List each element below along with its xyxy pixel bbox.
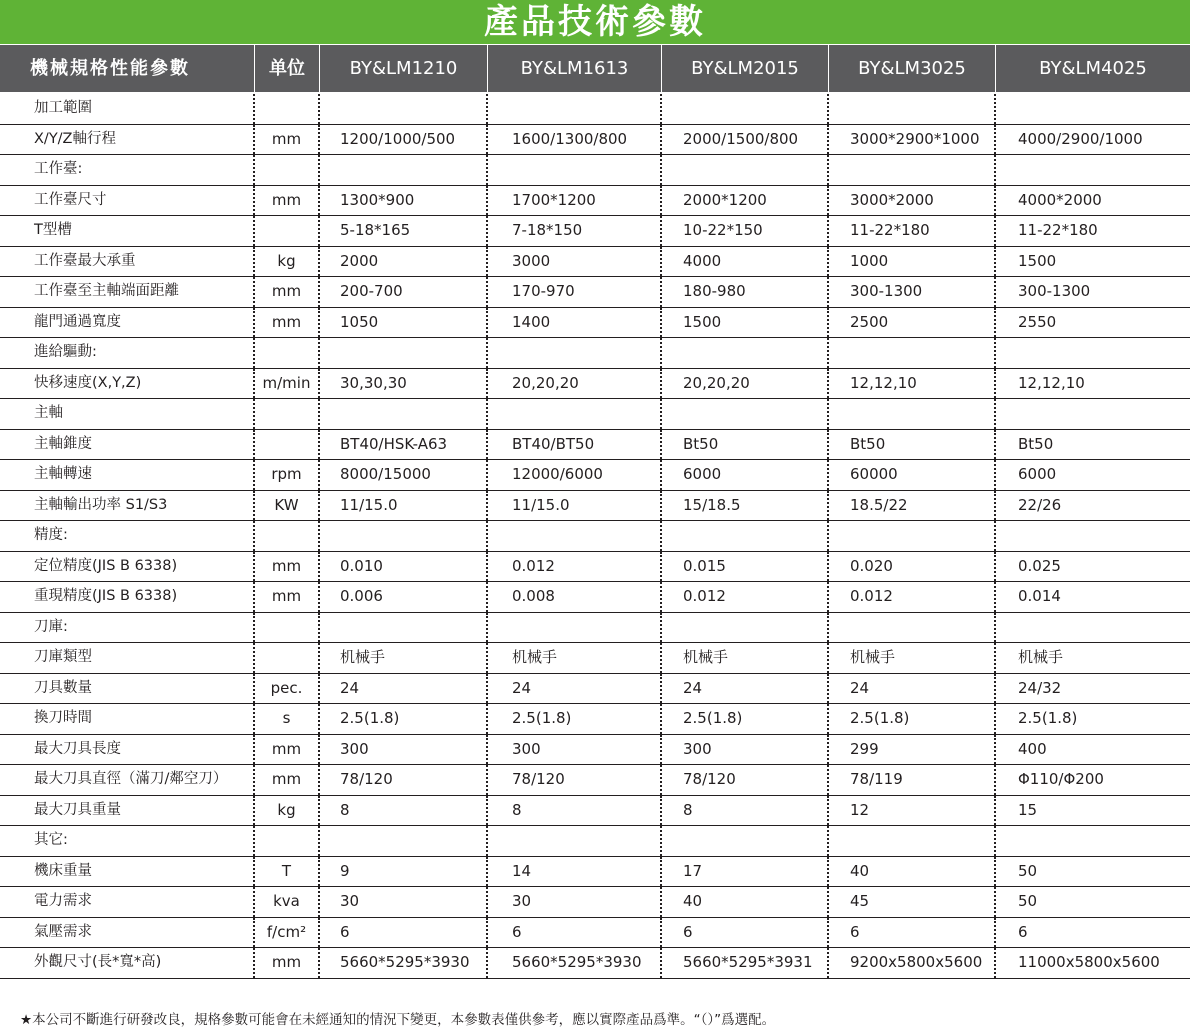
- spec-value: 2.5(1.8): [662, 704, 829, 734]
- spec-label: 工作臺:: [0, 155, 255, 185]
- spec-label: 氣壓需求: [0, 918, 255, 948]
- spec-label: 刀庫:: [0, 613, 255, 643]
- spec-value: 1400: [488, 308, 662, 338]
- spec-value: 4000/2900/1000: [1018, 129, 1143, 148]
- spec-value: 30: [320, 887, 488, 917]
- spec-unit: [255, 94, 320, 124]
- spec-unit: [255, 643, 320, 673]
- spec-value: [829, 399, 996, 429]
- spec-unit: [255, 826, 320, 856]
- spec-unit: kg: [255, 247, 320, 277]
- header-model: BY&LM4025: [1039, 58, 1147, 79]
- footnote: ★本公司不斷進行研發改良，規格參數可能會在未經通知的情況下變更，本參數表僅供參考，應以實際產品爲準。“（）”爲選配。: [20, 1012, 776, 1028]
- spec-label: 刀庫類型: [0, 643, 255, 673]
- spec-value: [320, 521, 488, 551]
- table-row: [0, 247, 1190, 278]
- spec-value: 40: [662, 887, 829, 917]
- spec-value: 12,12,10: [1018, 373, 1085, 392]
- table-row: [0, 826, 1190, 857]
- spec-value: [320, 155, 488, 185]
- spec-value: 300: [662, 735, 829, 765]
- spec-value: 1300*900: [320, 186, 488, 216]
- spec-unit: T: [255, 857, 320, 887]
- spec-value: 12000/6000: [488, 460, 662, 490]
- table-row: [0, 796, 1190, 827]
- spec-label: 主軸: [0, 399, 255, 429]
- spec-value: 11/15.0: [488, 491, 662, 521]
- spec-label: 外觀尺寸(長*寬*高): [0, 948, 255, 978]
- spec-value: 50: [1018, 892, 1038, 910]
- spec-value: 9: [320, 857, 488, 887]
- spec-unit: m/min: [255, 369, 320, 399]
- spec-unit: mm: [255, 277, 320, 307]
- spec-value: [662, 613, 829, 643]
- spec-value: BT40/HSK-A63: [320, 430, 488, 460]
- spec-label: X/Y/Z軸行程: [0, 125, 255, 155]
- spec-value: 机械手: [488, 643, 662, 673]
- spec-unit: rpm: [255, 460, 320, 490]
- spec-value: [320, 826, 488, 856]
- spec-value: 45: [829, 887, 996, 917]
- spec-value: 8: [320, 796, 488, 826]
- table-row: [0, 887, 1190, 918]
- spec-label: 加工範圍: [0, 94, 255, 124]
- table-row: [0, 491, 1190, 522]
- spec-value: 12,12,10: [829, 369, 996, 399]
- spec-value: [320, 613, 488, 643]
- spec-value: 1000: [829, 247, 996, 277]
- table-row: [0, 399, 1190, 430]
- table-row: [0, 125, 1190, 156]
- spec-value: 3000: [488, 247, 662, 277]
- spec-value: 6: [1018, 922, 1028, 941]
- spec-value: 200-700: [320, 277, 488, 307]
- spec-value: [662, 826, 829, 856]
- table-row: [0, 918, 1190, 949]
- spec-value: 0.020: [829, 552, 996, 582]
- spec-value: [829, 613, 996, 643]
- spec-value: 300: [488, 735, 662, 765]
- spec-value: 78/120: [662, 765, 829, 795]
- spec-unit: [255, 338, 320, 368]
- spec-value: 24: [662, 674, 829, 704]
- table-row: [0, 552, 1190, 583]
- spec-unit: mm: [255, 552, 320, 582]
- spec-value: 0.012: [662, 582, 829, 612]
- spec-value: 15: [1018, 800, 1038, 819]
- spec-unit: mm: [255, 308, 320, 338]
- spec-label: 換刀時間: [0, 704, 255, 734]
- spec-label: 其它:: [0, 826, 255, 856]
- spec-value: 4000*2000: [1018, 190, 1102, 209]
- spec-value: [996, 155, 1190, 185]
- spec-label: 工作臺尺寸: [0, 186, 255, 216]
- page-title: 產品技術參數: [0, 0, 1190, 44]
- spec-value: 机械手: [1018, 648, 1064, 666]
- spec-value: 7-18*150: [488, 216, 662, 246]
- spec-value: 0.014: [1018, 587, 1061, 605]
- spec-value: 0.008: [488, 582, 662, 612]
- spec-value: 8000/15000: [320, 460, 488, 490]
- spec-value: [488, 399, 662, 429]
- spec-value: [488, 155, 662, 185]
- spec-value: 30,30,30: [320, 369, 488, 399]
- spec-unit: kva: [255, 887, 320, 917]
- spec-label: 工作臺至主軸端面距離: [0, 277, 255, 307]
- spec-value: 60000: [829, 460, 996, 490]
- table-row: [0, 735, 1190, 766]
- header-spec-label: 機械規格性能參數: [0, 45, 255, 92]
- table-row: [0, 186, 1190, 217]
- spec-label: 精度:: [0, 521, 255, 551]
- spec-value: 17: [662, 857, 829, 887]
- table-row: [0, 674, 1190, 705]
- table-row: [0, 94, 1190, 125]
- spec-value: [996, 94, 1190, 124]
- spec-value: 11/15.0: [320, 491, 488, 521]
- spec-value: 10-22*150: [662, 216, 829, 246]
- spec-value: [996, 399, 1190, 429]
- spec-label: 主軸錐度: [0, 430, 255, 460]
- spec-unit: mm: [255, 582, 320, 612]
- spec-value: 18.5/22: [829, 491, 996, 521]
- header-model: BY&LM1613: [488, 45, 662, 92]
- spec-value: [320, 338, 488, 368]
- spec-value: 78/119: [829, 765, 996, 795]
- spec-value: 1700*1200: [488, 186, 662, 216]
- spec-value: 5660*5295*3931: [662, 948, 829, 978]
- table-row: [0, 155, 1190, 186]
- spec-value: 24: [320, 674, 488, 704]
- spec-value: 14: [488, 857, 662, 887]
- spec-value: [662, 338, 829, 368]
- spec-value: 170-970: [488, 277, 662, 307]
- spec-value: 0.006: [320, 582, 488, 612]
- spec-value: 0.015: [662, 552, 829, 582]
- spec-value: [829, 826, 996, 856]
- spec-value: 15/18.5: [662, 491, 829, 521]
- spec-value: 11000x5800x5600: [1018, 953, 1160, 971]
- spec-value: 11-22*180: [829, 216, 996, 246]
- spec-value: [488, 826, 662, 856]
- spec-value: [320, 94, 488, 124]
- spec-label: 主軸輸出功率 S1/S3: [0, 491, 255, 521]
- spec-value: 6000: [1018, 465, 1057, 483]
- spec-value: 20,20,20: [488, 369, 662, 399]
- spec-label: 刀具數量: [0, 674, 255, 704]
- spec-value: [829, 94, 996, 124]
- table-row: [0, 613, 1190, 644]
- spec-unit: mm: [255, 125, 320, 155]
- spec-value: 0.012: [488, 552, 662, 582]
- spec-unit: kg: [255, 796, 320, 826]
- table-row: [0, 704, 1190, 735]
- spec-value: [662, 155, 829, 185]
- table-row: [0, 369, 1190, 400]
- spec-label: 進給驅動:: [0, 338, 255, 368]
- spec-value: 1500: [662, 308, 829, 338]
- spec-value: 1050: [320, 308, 488, 338]
- spec-value: 22/26: [1018, 495, 1062, 514]
- spec-value: Bt50: [662, 430, 829, 460]
- spec-label: T型槽: [0, 216, 255, 246]
- spec-unit: mm: [255, 735, 320, 765]
- spec-value: 400: [1018, 739, 1047, 758]
- spec-value: [662, 399, 829, 429]
- spec-value: 2000: [320, 247, 488, 277]
- spec-label: 最大刀具重量: [0, 796, 255, 826]
- spec-unit: [255, 155, 320, 185]
- table-row: [0, 857, 1190, 888]
- spec-unit: [255, 430, 320, 460]
- spec-value: 2550: [1018, 312, 1057, 331]
- spec-value: [488, 338, 662, 368]
- spec-value: 24/32: [1018, 678, 1062, 697]
- spec-value: 机械手: [662, 643, 829, 673]
- spec-unit: s: [255, 704, 320, 734]
- spec-value: 2.5(1.8): [1018, 709, 1078, 727]
- spec-value: 5660*5295*3930: [320, 948, 488, 978]
- table-row: [0, 765, 1190, 796]
- table-row: [0, 948, 1190, 979]
- spec-value: 6: [320, 918, 488, 948]
- spec-value: 6: [829, 918, 996, 948]
- table-row: [0, 216, 1190, 247]
- spec-value: Bt50: [829, 430, 996, 460]
- header-model: BY&LM2015: [662, 45, 829, 92]
- spec-value: 4000: [662, 247, 829, 277]
- spec-value: 300-1300: [829, 277, 996, 307]
- spec-value: 300-1300: [1018, 282, 1091, 300]
- table-row: [0, 308, 1190, 339]
- spec-value: [488, 613, 662, 643]
- spec-unit: [255, 521, 320, 551]
- spec-value: 2.5(1.8): [488, 704, 662, 734]
- table-row: [0, 338, 1190, 369]
- spec-label: 最大刀具直徑（滿刀/鄰空刀）: [0, 765, 255, 795]
- spec-value: 300: [320, 735, 488, 765]
- spec-unit: [255, 613, 320, 643]
- table-row: [0, 277, 1190, 308]
- spec-value: 0.025: [1018, 556, 1061, 575]
- table-header: [0, 45, 1190, 92]
- spec-label: 定位精度(JIS B 6338): [0, 552, 255, 582]
- spec-value: [829, 155, 996, 185]
- spec-value: [320, 399, 488, 429]
- spec-table-body: [0, 94, 1190, 979]
- spec-value: [662, 521, 829, 551]
- spec-value: [829, 338, 996, 368]
- spec-value: 5-18*165: [320, 216, 488, 246]
- spec-value: [996, 826, 1190, 856]
- spec-value: 2.5(1.8): [829, 704, 996, 734]
- table-row: [0, 460, 1190, 491]
- spec-label: 主軸轉速: [0, 460, 255, 490]
- header-unit-label: 单位: [255, 45, 320, 92]
- spec-label: 最大刀具長度: [0, 735, 255, 765]
- spec-value: 0.010: [320, 552, 488, 582]
- table-row: [0, 430, 1190, 461]
- spec-unit: pec.: [255, 674, 320, 704]
- spec-value: 11-22*180: [1018, 221, 1098, 239]
- spec-value: 0.012: [829, 582, 996, 612]
- spec-value: 1500: [1018, 251, 1057, 270]
- spec-value: 6: [662, 918, 829, 948]
- table-row: [0, 521, 1190, 552]
- header-model: BY&LM1210: [320, 45, 488, 92]
- spec-value: [996, 338, 1190, 368]
- header-model: BY&LM3025: [829, 45, 996, 92]
- spec-value: BT40/BT50: [488, 430, 662, 460]
- spec-label: 電力需求: [0, 887, 255, 917]
- spec-value: 5660*5295*3930: [488, 948, 662, 978]
- spec-label: 快移速度(X,Y,Z): [0, 369, 255, 399]
- spec-value: [996, 613, 1190, 643]
- spec-value: [996, 521, 1190, 551]
- spec-value: 1600/1300/800: [488, 125, 662, 155]
- spec-unit: mm: [255, 948, 320, 978]
- spec-label: 龍門通過寬度: [0, 308, 255, 338]
- spec-value: 78/120: [320, 765, 488, 795]
- spec-value: 2500: [829, 308, 996, 338]
- spec-value: Φ110/Φ200: [1018, 770, 1104, 788]
- spec-value: 机械手: [320, 643, 488, 673]
- spec-value: 78/120: [488, 765, 662, 795]
- spec-value: 机械手: [829, 643, 996, 673]
- spec-value: [662, 94, 829, 124]
- spec-unit: mm: [255, 765, 320, 795]
- spec-unit: KW: [255, 491, 320, 521]
- spec-value: 8: [488, 796, 662, 826]
- spec-value: 180-980: [662, 277, 829, 307]
- spec-unit: f/cm²: [255, 918, 320, 948]
- spec-value: 299: [829, 735, 996, 765]
- table-row: [0, 643, 1190, 674]
- spec-value: 30: [488, 887, 662, 917]
- spec-value: 2.5(1.8): [320, 704, 488, 734]
- spec-value: 3000*2900*1000: [829, 125, 996, 155]
- spec-unit: [255, 399, 320, 429]
- spec-value: 24: [488, 674, 662, 704]
- spec-value: 6: [488, 918, 662, 948]
- spec-unit: mm: [255, 186, 320, 216]
- spec-value: Bt50: [1018, 434, 1054, 453]
- spec-value: 50: [1018, 861, 1038, 880]
- spec-value: [488, 94, 662, 124]
- spec-value: 1200/1000/500: [320, 125, 488, 155]
- spec-value: 2000/1500/800: [662, 125, 829, 155]
- spec-label: 工作臺最大承重: [0, 247, 255, 277]
- spec-label: 機床重量: [0, 857, 255, 887]
- spec-label: 重現精度(JIS B 6338): [0, 582, 255, 612]
- spec-value: 8: [662, 796, 829, 826]
- spec-value: [829, 521, 996, 551]
- spec-unit: [255, 216, 320, 246]
- spec-value: 2000*1200: [662, 186, 829, 216]
- table-row: [0, 582, 1190, 613]
- spec-value: 9200x5800x5600: [829, 948, 996, 978]
- spec-value: 40: [829, 857, 996, 887]
- spec-value: 6000: [662, 460, 829, 490]
- spec-value: 3000*2000: [829, 186, 996, 216]
- spec-value: 24: [829, 674, 996, 704]
- spec-value: 20,20,20: [662, 369, 829, 399]
- spec-value: [488, 521, 662, 551]
- spec-value: 12: [829, 796, 996, 826]
